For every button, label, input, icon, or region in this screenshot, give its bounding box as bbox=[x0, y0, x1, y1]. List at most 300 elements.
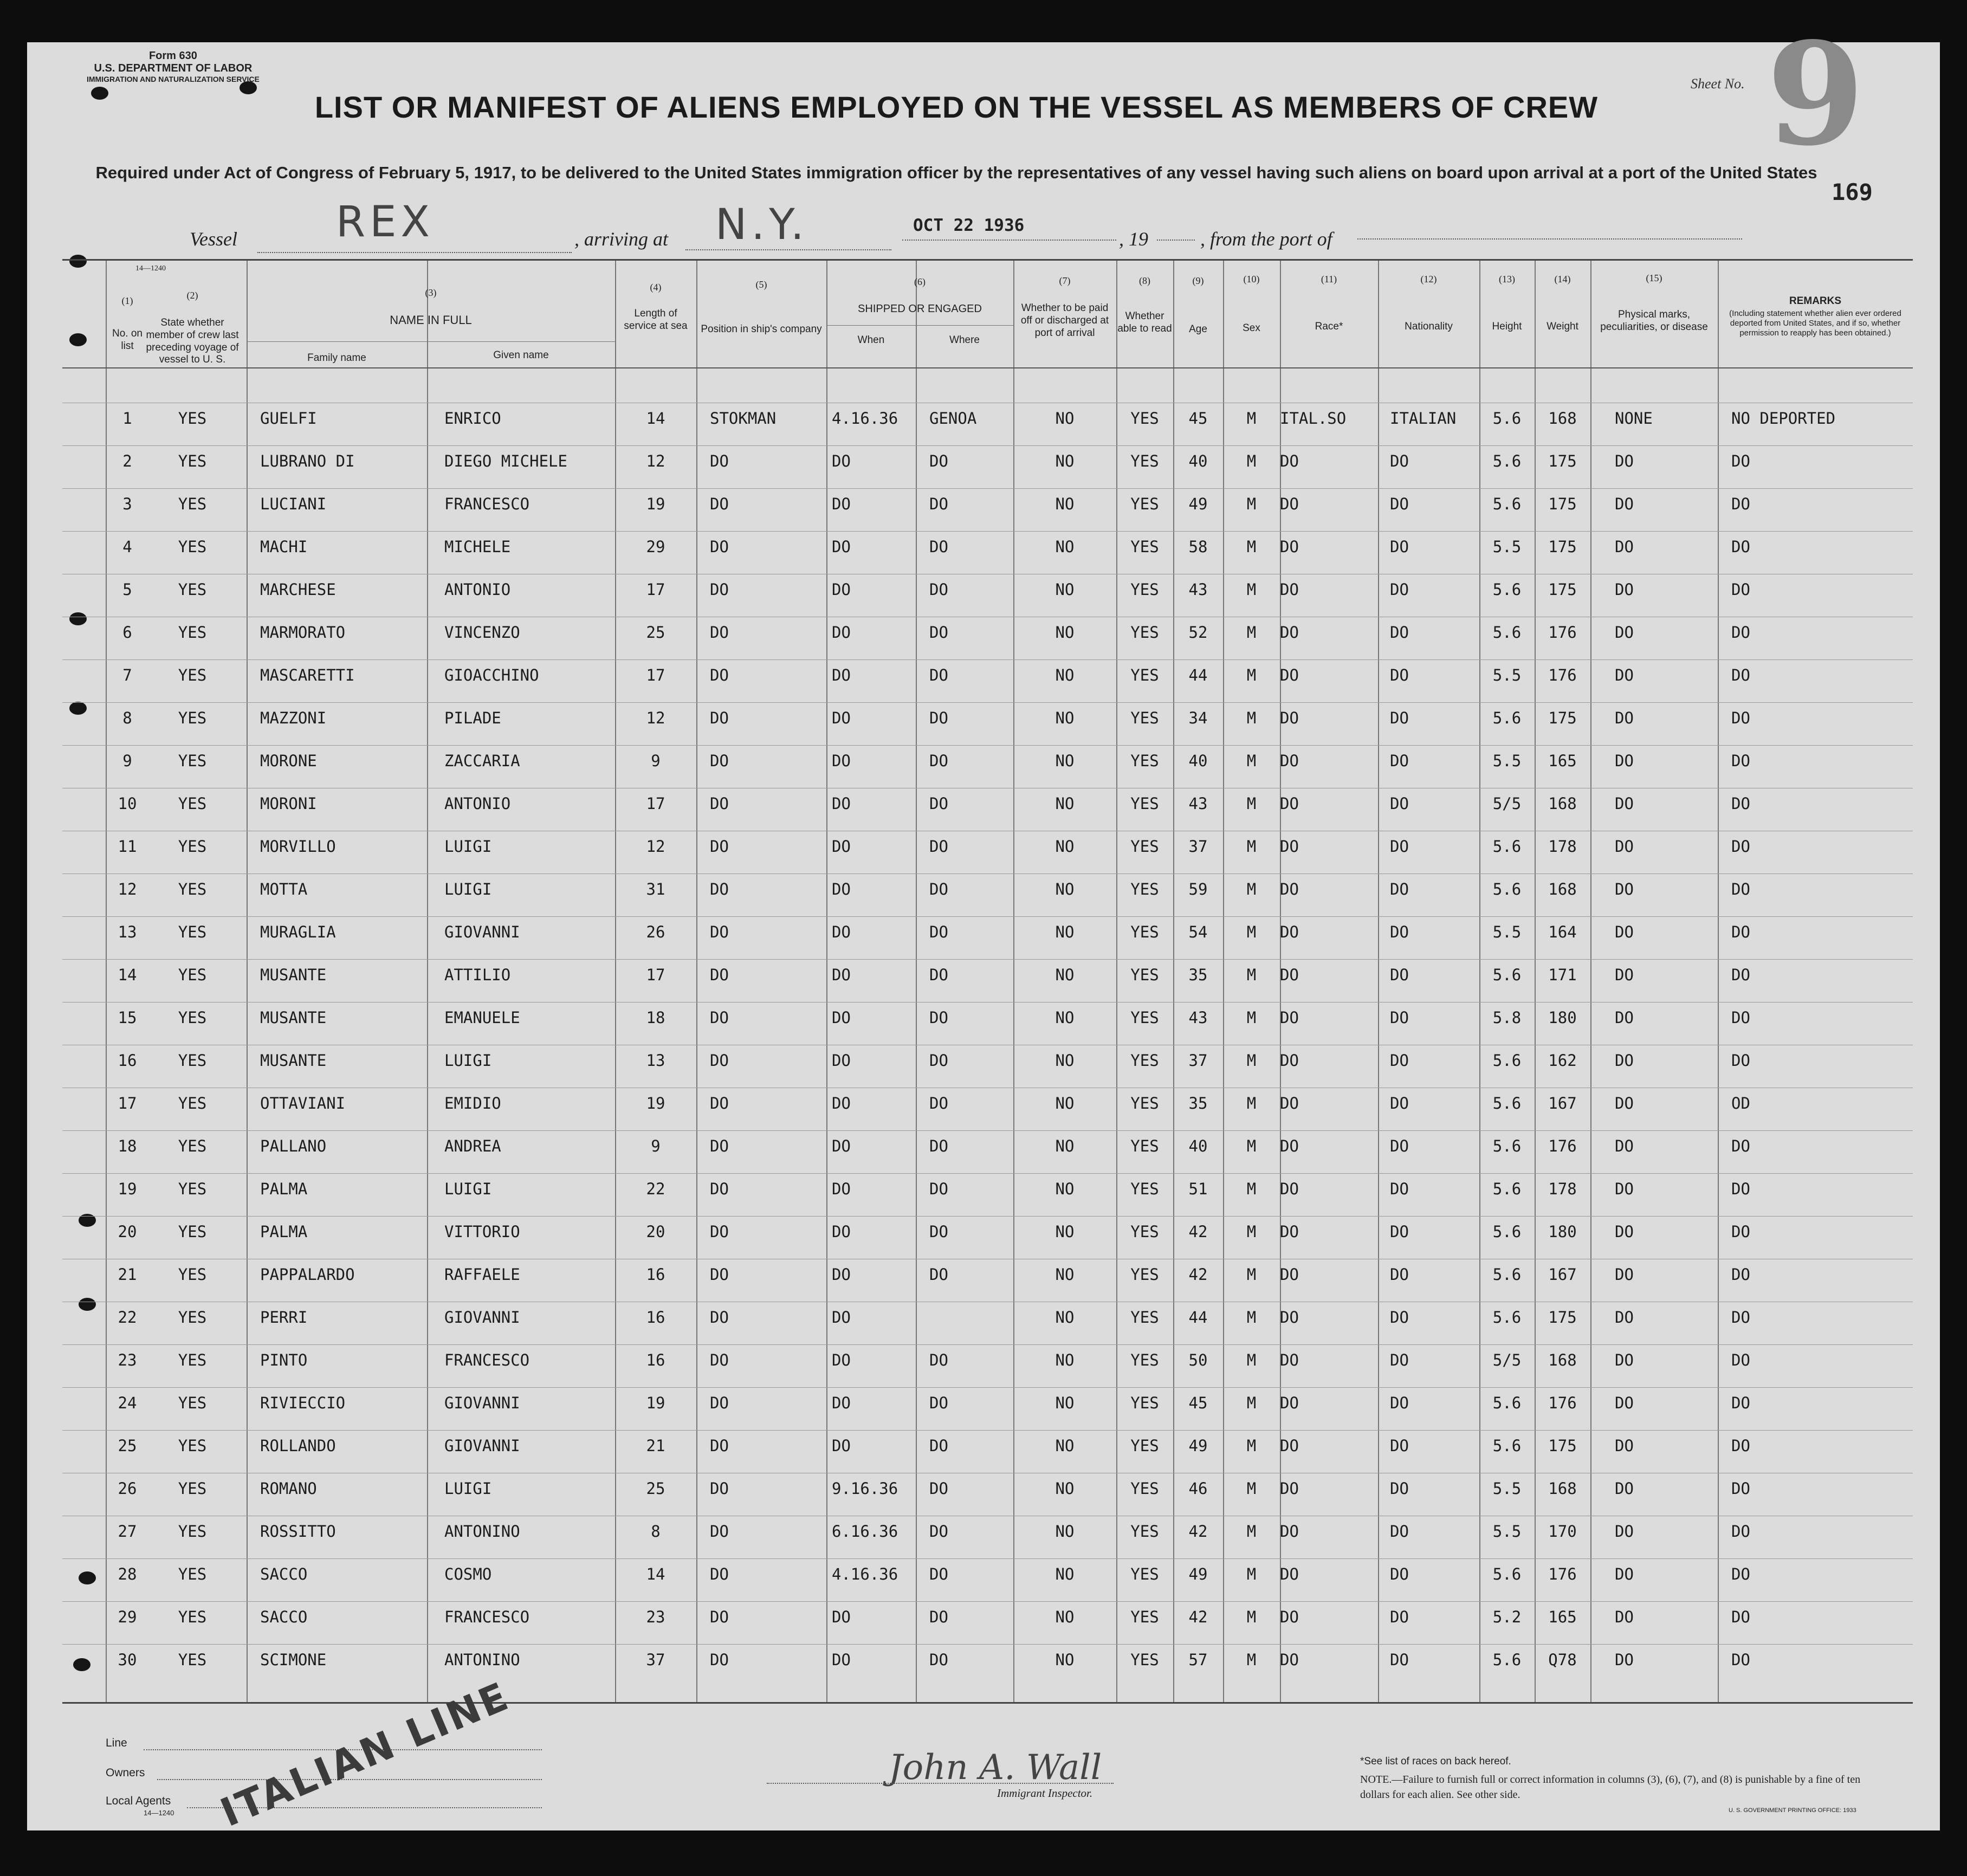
row-number: 23 bbox=[118, 1351, 137, 1369]
able-to-read: YES bbox=[1130, 1479, 1159, 1498]
nationality: DO bbox=[1390, 1222, 1409, 1241]
col9-number: (9) bbox=[1192, 275, 1204, 286]
remarks: DO bbox=[1731, 1565, 1750, 1583]
row-number: 8 bbox=[122, 709, 132, 727]
given-name: COSMO bbox=[444, 1565, 492, 1583]
row-number: 29 bbox=[118, 1608, 137, 1626]
length-of-service: 18 bbox=[646, 1008, 665, 1027]
col4-header: Length of service at sea bbox=[624, 308, 688, 332]
remarks: NO DEPORTED bbox=[1731, 409, 1836, 428]
race: DO bbox=[1280, 709, 1299, 727]
row-number: 1 bbox=[122, 409, 132, 428]
date-stamp: OCT 22 1936 bbox=[913, 216, 1025, 235]
nationality: DO bbox=[1390, 923, 1409, 941]
length-of-service: 12 bbox=[646, 452, 665, 470]
row-number: 2 bbox=[122, 452, 132, 470]
weight: 175 bbox=[1548, 1308, 1577, 1327]
able-to-read: YES bbox=[1130, 666, 1159, 684]
family-name: ROMANO bbox=[260, 1479, 317, 1498]
weight: 164 bbox=[1548, 923, 1577, 941]
row-number: 12 bbox=[118, 880, 137, 898]
physical-marks: DO bbox=[1615, 495, 1634, 513]
race: DO bbox=[1280, 580, 1299, 599]
physical-marks: DO bbox=[1615, 752, 1634, 770]
shipped-where: DO bbox=[929, 666, 948, 684]
physical-marks: DO bbox=[1615, 1180, 1634, 1198]
family-name: PALMA bbox=[260, 1222, 308, 1241]
able-to-read: YES bbox=[1130, 1565, 1159, 1583]
prior-voyage: YES bbox=[178, 1265, 207, 1284]
prior-voyage: YES bbox=[178, 880, 207, 898]
shipped-where: DO bbox=[929, 1180, 948, 1198]
paid-off: NO bbox=[1055, 1565, 1075, 1583]
weight: 175 bbox=[1548, 452, 1577, 470]
race: DO bbox=[1280, 1308, 1299, 1327]
remarks: DO bbox=[1731, 794, 1750, 813]
shipped-when: DO bbox=[832, 666, 851, 684]
nationality: DO bbox=[1390, 452, 1409, 470]
nationality: DO bbox=[1390, 1479, 1409, 1498]
physical-marks: DO bbox=[1615, 1308, 1634, 1327]
race: DO bbox=[1280, 1651, 1299, 1669]
position: DO bbox=[710, 966, 729, 984]
position: DO bbox=[710, 666, 729, 684]
sex: M bbox=[1246, 1608, 1257, 1626]
shipped-when: DO bbox=[832, 580, 851, 599]
given-name: LUIGI bbox=[444, 1051, 492, 1070]
shipped-when: DO bbox=[832, 1094, 851, 1112]
given-name: ATTILIO bbox=[444, 966, 511, 984]
position: DO bbox=[710, 1651, 729, 1669]
col6-where-header: Where bbox=[949, 334, 980, 346]
owners-label: Owners bbox=[106, 1767, 145, 1779]
race: DO bbox=[1280, 1180, 1299, 1198]
physical-marks: DO bbox=[1615, 1137, 1634, 1155]
age: 40 bbox=[1188, 1137, 1208, 1155]
shipped-where: DO bbox=[929, 1651, 948, 1669]
race: DO bbox=[1280, 1094, 1299, 1112]
shipped-where: DO bbox=[929, 1437, 948, 1455]
sex: M bbox=[1246, 1565, 1257, 1583]
age: 58 bbox=[1188, 538, 1208, 556]
physical-marks: DO bbox=[1615, 880, 1634, 898]
height: 5.6 bbox=[1492, 880, 1522, 898]
date-underline bbox=[902, 240, 1116, 241]
physical-marks: DO bbox=[1615, 1651, 1634, 1669]
race: DO bbox=[1280, 452, 1299, 470]
length-of-service: 25 bbox=[646, 623, 665, 642]
length-of-service: 14 bbox=[646, 409, 665, 428]
remarks: DO bbox=[1731, 495, 1750, 513]
shipped-where: DO bbox=[929, 752, 948, 770]
family-name: PAPPALARDO bbox=[260, 1265, 355, 1284]
able-to-read: YES bbox=[1130, 495, 1159, 513]
remarks: DO bbox=[1731, 1137, 1750, 1155]
form-code: 14—1240 bbox=[135, 264, 166, 273]
able-to-read: YES bbox=[1130, 1265, 1159, 1284]
shipped-when: DO bbox=[832, 1394, 851, 1412]
nationality: DO bbox=[1390, 966, 1409, 984]
family-name: PALLANO bbox=[260, 1137, 327, 1155]
col15-number: (15) bbox=[1646, 273, 1662, 283]
agents-form-code: 14—1240 bbox=[144, 1809, 174, 1817]
shipped-when: DO bbox=[832, 1437, 851, 1455]
row-number: 5 bbox=[122, 580, 132, 599]
shipped-when: DO bbox=[832, 752, 851, 770]
able-to-read: YES bbox=[1130, 1308, 1159, 1327]
family-name: PERRI bbox=[260, 1308, 308, 1327]
shipped-where: DO bbox=[929, 709, 948, 727]
prior-voyage: YES bbox=[178, 623, 207, 642]
able-to-read: YES bbox=[1130, 1008, 1159, 1027]
prior-voyage: YES bbox=[178, 1351, 207, 1369]
position: DO bbox=[710, 1608, 729, 1626]
remarks: DO bbox=[1731, 1308, 1750, 1327]
nationality: DO bbox=[1390, 752, 1409, 770]
height: 5.6 bbox=[1492, 1565, 1522, 1583]
page-number: 169 bbox=[1832, 179, 1873, 205]
height: 5.6 bbox=[1492, 1094, 1522, 1112]
height: 5.6 bbox=[1492, 495, 1522, 513]
paid-off: NO bbox=[1055, 752, 1075, 770]
remarks: DO bbox=[1731, 1522, 1750, 1541]
from-port-underline bbox=[1357, 238, 1742, 240]
able-to-read: YES bbox=[1130, 1651, 1159, 1669]
inspector-label: Immigrant Inspector. bbox=[997, 1787, 1093, 1800]
given-name: LUIGI bbox=[444, 880, 492, 898]
paid-off: NO bbox=[1055, 1351, 1075, 1369]
sex: M bbox=[1246, 1479, 1257, 1498]
given-name: VITTORIO bbox=[444, 1222, 520, 1241]
family-name: OTTAVIANI bbox=[260, 1094, 346, 1112]
age: 59 bbox=[1188, 880, 1208, 898]
shipped-where: DO bbox=[929, 1008, 948, 1027]
nationality: DO bbox=[1390, 1351, 1409, 1369]
height: 5.6 bbox=[1492, 1437, 1522, 1455]
age: 34 bbox=[1188, 709, 1208, 727]
remarks: DO bbox=[1731, 1351, 1750, 1369]
shipped-when: DO bbox=[832, 966, 851, 984]
shipped-when: DO bbox=[832, 923, 851, 941]
paid-off: NO bbox=[1055, 1608, 1075, 1626]
position: DO bbox=[710, 1479, 729, 1498]
paid-off: NO bbox=[1055, 1437, 1075, 1455]
position: DO bbox=[710, 837, 729, 856]
remarks: DO bbox=[1731, 1008, 1750, 1027]
shipped-when: DO bbox=[832, 880, 851, 898]
row-number: 3 bbox=[122, 495, 132, 513]
nationality: DO bbox=[1390, 1094, 1409, 1112]
paid-off: NO bbox=[1055, 1651, 1075, 1669]
col8-header: Whether able to read bbox=[1117, 310, 1172, 334]
physical-marks: DO bbox=[1615, 1222, 1634, 1241]
paid-off: NO bbox=[1055, 495, 1075, 513]
age: 54 bbox=[1188, 923, 1208, 941]
shipped-when: DO bbox=[832, 1608, 851, 1626]
row-number: 26 bbox=[118, 1479, 137, 1498]
weight: 178 bbox=[1548, 1180, 1577, 1198]
remarks: DO bbox=[1731, 1222, 1750, 1241]
shipped-when: DO bbox=[832, 538, 851, 556]
shipped-where: DO bbox=[929, 538, 948, 556]
paid-off: NO bbox=[1055, 1479, 1075, 1498]
weight: 176 bbox=[1548, 1137, 1577, 1155]
given-name: ENRICO bbox=[444, 409, 501, 428]
col10-header: Sex bbox=[1243, 322, 1260, 334]
shipped-where: DO bbox=[929, 837, 948, 856]
prior-voyage: YES bbox=[178, 966, 207, 984]
weight: 176 bbox=[1548, 623, 1577, 642]
weight: 171 bbox=[1548, 966, 1577, 984]
physical-marks: DO bbox=[1615, 709, 1634, 727]
nationality: DO bbox=[1390, 1608, 1409, 1626]
length-of-service: 17 bbox=[646, 794, 665, 813]
paid-off: NO bbox=[1055, 923, 1075, 941]
physical-marks: DO bbox=[1615, 1394, 1634, 1412]
able-to-read: YES bbox=[1130, 409, 1159, 428]
nationality: DO bbox=[1390, 709, 1409, 727]
remarks: DO bbox=[1731, 1180, 1750, 1198]
weight: 165 bbox=[1548, 752, 1577, 770]
shipped-where: DO bbox=[929, 495, 948, 513]
prior-voyage: YES bbox=[178, 580, 207, 599]
weight: 175 bbox=[1548, 709, 1577, 727]
row-number: 19 bbox=[118, 1180, 137, 1198]
weight: 176 bbox=[1548, 1565, 1577, 1583]
col11-number: (11) bbox=[1321, 274, 1337, 284]
prior-voyage: YES bbox=[178, 495, 207, 513]
family-name: ROLLANDO bbox=[260, 1437, 336, 1455]
shipped-when: DO bbox=[832, 1651, 851, 1669]
height: 5.6 bbox=[1492, 1651, 1522, 1669]
sheet-number-label: Sheet No. bbox=[1691, 76, 1745, 92]
physical-marks: DO bbox=[1615, 1479, 1634, 1498]
col2-number: (2) bbox=[186, 290, 198, 301]
age: 35 bbox=[1188, 1094, 1208, 1112]
col2-header: State whether member of crew last preceding voyage of vessel to U. S. bbox=[146, 317, 239, 366]
position: DO bbox=[710, 794, 729, 813]
position: DO bbox=[710, 1137, 729, 1155]
prior-voyage: YES bbox=[178, 709, 207, 727]
age: 40 bbox=[1188, 452, 1208, 470]
age: 44 bbox=[1188, 1308, 1208, 1327]
sex: M bbox=[1246, 1180, 1257, 1198]
col8-number: (8) bbox=[1139, 275, 1150, 286]
physical-marks: DO bbox=[1615, 623, 1634, 642]
able-to-read: YES bbox=[1130, 1051, 1159, 1070]
sex: M bbox=[1246, 794, 1257, 813]
paid-off: NO bbox=[1055, 1180, 1075, 1198]
physical-marks: DO bbox=[1615, 666, 1634, 684]
family-name: RIVIECCIO bbox=[260, 1394, 346, 1412]
height: 5/5 bbox=[1492, 794, 1522, 813]
nationality: ITALIAN bbox=[1390, 409, 1457, 428]
position: DO bbox=[710, 752, 729, 770]
printing-office: U. S. GOVERNMENT PRINTING OFFICE: 1933 bbox=[1729, 1807, 1856, 1814]
paid-off: NO bbox=[1055, 409, 1075, 428]
race: DO bbox=[1280, 1351, 1299, 1369]
nationality: DO bbox=[1390, 880, 1409, 898]
weight: 165 bbox=[1548, 1608, 1577, 1626]
col4-number: (4) bbox=[650, 282, 662, 293]
family-name: MASCARETTI bbox=[260, 666, 355, 684]
age: 44 bbox=[1188, 666, 1208, 684]
shipped-when: DO bbox=[832, 837, 851, 856]
age: 40 bbox=[1188, 752, 1208, 770]
height: 5.6 bbox=[1492, 1308, 1522, 1327]
race: DO bbox=[1280, 880, 1299, 898]
service-name: IMMIGRATION AND NATURALIZATION SERVICE bbox=[87, 75, 260, 83]
row-number: 10 bbox=[118, 794, 137, 813]
race: DO bbox=[1280, 1394, 1299, 1412]
sex: M bbox=[1246, 409, 1257, 428]
vessel-label: Vessel bbox=[190, 228, 237, 250]
col12-header: Nationality bbox=[1405, 321, 1453, 332]
position: DO bbox=[710, 538, 729, 556]
position: DO bbox=[710, 1308, 729, 1327]
height: 5.6 bbox=[1492, 580, 1522, 599]
prior-voyage: YES bbox=[178, 752, 207, 770]
family-name: MARMORATO bbox=[260, 623, 346, 642]
nationality: DO bbox=[1390, 794, 1409, 813]
shipped-where: DO bbox=[929, 880, 948, 898]
age: 42 bbox=[1188, 1222, 1208, 1241]
remarks: DO bbox=[1731, 1608, 1750, 1626]
shipped-where: DO bbox=[929, 1608, 948, 1626]
race: DO bbox=[1280, 794, 1299, 813]
race: DO bbox=[1280, 752, 1299, 770]
col10-number: (10) bbox=[1243, 274, 1260, 284]
year-label: , 19 bbox=[1119, 228, 1148, 250]
sex: M bbox=[1246, 1522, 1257, 1541]
given-name: VINCENZO bbox=[444, 623, 520, 642]
col3-number: (3) bbox=[425, 287, 437, 298]
length-of-service: 17 bbox=[646, 666, 665, 684]
given-name: ANTONIO bbox=[444, 580, 511, 599]
arriving-underline bbox=[685, 249, 891, 250]
nationality: DO bbox=[1390, 1394, 1409, 1412]
nationality: DO bbox=[1390, 580, 1409, 599]
shipped-when: DO bbox=[832, 794, 851, 813]
race: DO bbox=[1280, 495, 1299, 513]
shipped-where: DO bbox=[929, 923, 948, 941]
height: 5.6 bbox=[1492, 1394, 1522, 1412]
row-number: 6 bbox=[122, 623, 132, 642]
able-to-read: YES bbox=[1130, 837, 1159, 856]
race: DO bbox=[1280, 1222, 1299, 1241]
able-to-read: YES bbox=[1130, 452, 1159, 470]
family-name: MACHI bbox=[260, 538, 308, 556]
age: 49 bbox=[1188, 495, 1208, 513]
remarks: DO bbox=[1731, 923, 1750, 941]
height: 5.6 bbox=[1492, 1222, 1522, 1241]
nationality: DO bbox=[1390, 1651, 1409, 1669]
age: 37 bbox=[1188, 837, 1208, 856]
able-to-read: YES bbox=[1130, 1522, 1159, 1541]
paid-off: NO bbox=[1055, 1008, 1075, 1027]
age: 35 bbox=[1188, 966, 1208, 984]
physical-marks: DO bbox=[1615, 538, 1634, 556]
physical-marks: DO bbox=[1615, 1522, 1634, 1541]
remarks: DO bbox=[1731, 709, 1750, 727]
remarks: DO bbox=[1731, 1394, 1750, 1412]
age: 51 bbox=[1188, 1180, 1208, 1198]
length-of-service: 12 bbox=[646, 837, 665, 856]
col9-header: Age bbox=[1189, 324, 1207, 335]
sex: M bbox=[1246, 1308, 1257, 1327]
given-name: FRANCESCO bbox=[444, 1351, 530, 1369]
prior-voyage: YES bbox=[178, 1222, 207, 1241]
col11-header: Race* bbox=[1315, 321, 1343, 332]
weight: 167 bbox=[1548, 1265, 1577, 1284]
shipped-when: DO bbox=[832, 495, 851, 513]
prior-voyage: YES bbox=[178, 538, 207, 556]
family-name: MUSANTE bbox=[260, 1051, 327, 1070]
age: 43 bbox=[1188, 794, 1208, 813]
paid-off: NO bbox=[1055, 666, 1075, 684]
age: 57 bbox=[1188, 1651, 1208, 1669]
given-name: ZACCARIA bbox=[444, 752, 520, 770]
paid-off: NO bbox=[1055, 794, 1075, 813]
given-name: GIOVANNI bbox=[444, 1394, 520, 1412]
physical-marks: DO bbox=[1615, 837, 1634, 856]
physical-marks: DO bbox=[1615, 1265, 1634, 1284]
row-number: 25 bbox=[118, 1437, 137, 1455]
shipped-when: DO bbox=[832, 623, 851, 642]
race: DO bbox=[1280, 923, 1299, 941]
able-to-read: YES bbox=[1130, 623, 1159, 642]
arriving-port: N.Y. bbox=[715, 200, 808, 249]
remarks: DO bbox=[1731, 452, 1750, 470]
given-name: FRANCESCO bbox=[444, 495, 530, 513]
length-of-service: 12 bbox=[646, 709, 665, 727]
position: DO bbox=[710, 580, 729, 599]
length-of-service: 26 bbox=[646, 923, 665, 941]
paid-off: NO bbox=[1055, 1265, 1075, 1284]
race: DO bbox=[1280, 1008, 1299, 1027]
position: DO bbox=[710, 1051, 729, 1070]
able-to-read: YES bbox=[1130, 538, 1159, 556]
nationality: DO bbox=[1390, 1565, 1409, 1583]
paid-off: NO bbox=[1055, 452, 1075, 470]
position: DO bbox=[710, 1565, 729, 1583]
row-number: 28 bbox=[118, 1565, 137, 1583]
family-name: MORONI bbox=[260, 794, 317, 813]
length-of-service: 20 bbox=[646, 1222, 665, 1241]
height: 5.5 bbox=[1492, 666, 1522, 684]
col16-note: (Including statement whether alien ever ordered deported from United States, and if so, whether permission to reapply has been obtained.) bbox=[1729, 309, 1901, 338]
height: 5.6 bbox=[1492, 1051, 1522, 1070]
position: DO bbox=[710, 1094, 729, 1112]
weight: 180 bbox=[1548, 1008, 1577, 1027]
col15-header: Physical marks, peculiarities, or disease bbox=[1600, 309, 1708, 333]
race: DO bbox=[1280, 1608, 1299, 1626]
weight: 176 bbox=[1548, 1394, 1577, 1412]
row-number: 16 bbox=[118, 1051, 137, 1070]
col5-number: (5) bbox=[755, 279, 767, 290]
position: DO bbox=[710, 495, 729, 513]
height: 5.6 bbox=[1492, 1137, 1522, 1155]
sex: M bbox=[1246, 1351, 1257, 1369]
shipped-where: DO bbox=[929, 623, 948, 642]
length-of-service: 22 bbox=[646, 1180, 665, 1198]
weight: 175 bbox=[1548, 538, 1577, 556]
position: DO bbox=[710, 1351, 729, 1369]
row-number: 27 bbox=[118, 1522, 137, 1541]
height: 5.6 bbox=[1492, 1265, 1522, 1284]
able-to-read: YES bbox=[1130, 752, 1159, 770]
prior-voyage: YES bbox=[178, 1394, 207, 1412]
